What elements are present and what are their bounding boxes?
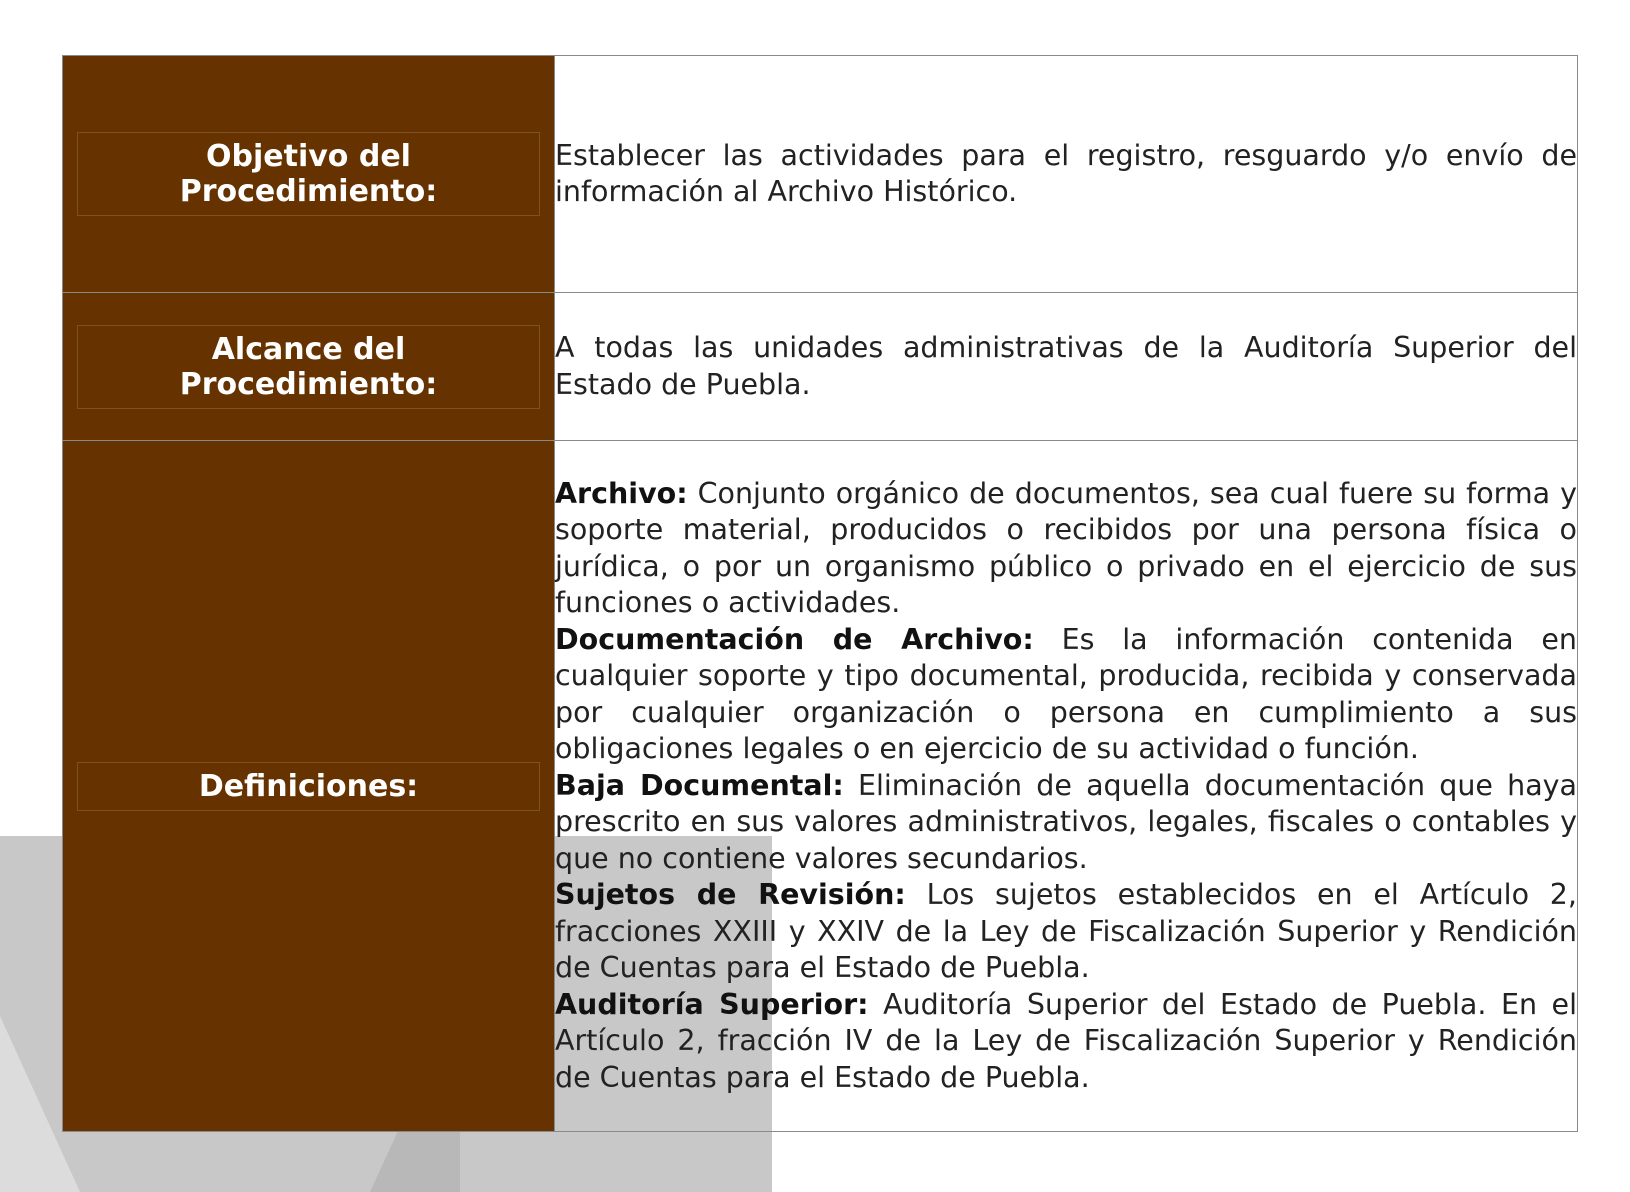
label-cell-objetivo bbox=[63, 56, 555, 293]
definition-item bbox=[555, 877, 1577, 987]
row-definiciones bbox=[63, 441, 1578, 1132]
label-alcance: Alcance del Procedimiento: bbox=[77, 325, 540, 409]
definition-text: Eliminación de aquella documentación que haya prescrito en sus valores administrativos, legales, fiscales o contables y que no contiene valores secundarios. bbox=[555, 768, 1577, 875]
definition-term: Documentación de Archivo: bbox=[555, 622, 1034, 656]
definition-term: Auditoría Superior: bbox=[555, 987, 869, 1021]
label-cell-alcance bbox=[63, 293, 555, 441]
procedure-table bbox=[62, 55, 1578, 1132]
label-cell-definiciones bbox=[63, 441, 555, 1132]
definition-text: Conjunto orgánico de documentos, sea cual fuere su forma y soporte material, producidos o recibidos por una persona física o jurídica, o por un organismo público o privado en el ejercicio de sus funciones o actividades. bbox=[555, 476, 1577, 620]
label-definiciones: Definiciones: bbox=[77, 762, 540, 811]
label-objetivo: Objetivo del Procedimiento: bbox=[77, 132, 540, 216]
definition-text: Es la información contenida en cualquier soporte y tipo documental, producida, recibida y conservada por cualquier organización o persona en cumplimiento a sus obligaciones legales o en ejercicio de su actividad o función. bbox=[555, 622, 1577, 766]
definition-term: Sujetos de Revisión: bbox=[555, 878, 906, 912]
content-cell-objetivo bbox=[555, 56, 1578, 293]
definition-item bbox=[555, 622, 1577, 768]
text-alcance: A todas las unidades administrativas de la Auditoría Superior del Estado de Puebla. bbox=[555, 331, 1577, 401]
content-cell-definiciones bbox=[555, 441, 1578, 1132]
row-objetivo bbox=[63, 56, 1578, 293]
definition-term: Archivo: bbox=[555, 476, 688, 510]
definition-item bbox=[555, 987, 1577, 1097]
text-objetivo: Establecer las actividades para el registro, resguardo y/o envío de información al Archivo Histórico. bbox=[555, 138, 1577, 208]
definition-text: Auditoría Superior del Estado de Puebla. En el Artículo 2, fracción IV de la Ley de Fiscalización Superior y Rendición de Cuentas para el Estado de Puebla. bbox=[555, 987, 1577, 1094]
definition-text: Los sujetos establecidos en el Artículo 2, fracciones XXIII y XXIV de la Ley de Fiscalización Superior y Rendición de Cuentas para el Estado de Puebla. bbox=[555, 878, 1577, 985]
row-alcance bbox=[63, 293, 1578, 441]
definition-term: Baja Documental: bbox=[555, 768, 844, 802]
definition-item bbox=[555, 476, 1577, 622]
content-cell-alcance bbox=[555, 293, 1578, 441]
definition-item bbox=[555, 768, 1577, 878]
